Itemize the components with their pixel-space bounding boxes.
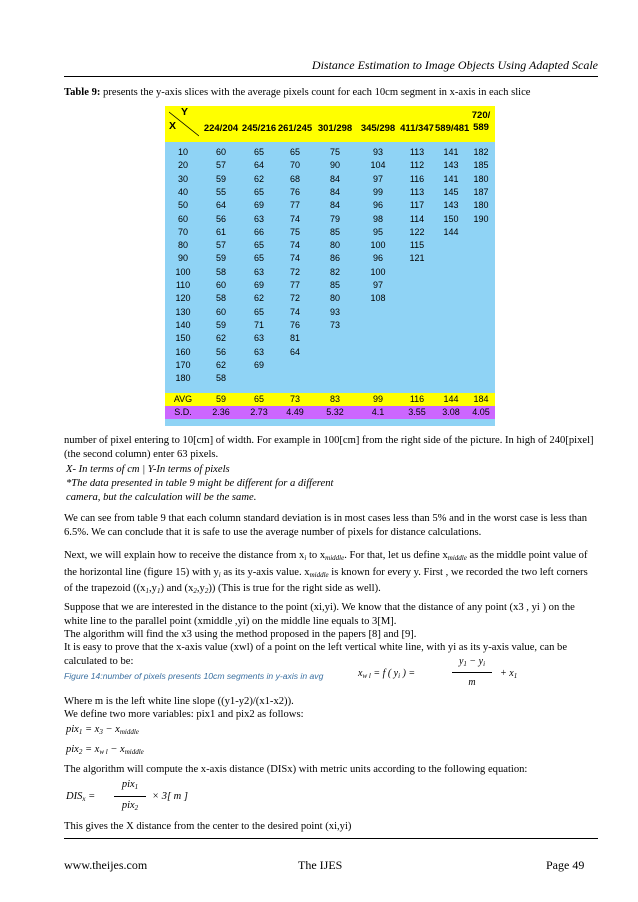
table-cell	[467, 359, 495, 372]
sub-1: 1	[156, 587, 161, 596]
eq-rhs: − x	[107, 744, 125, 755]
table-cell	[467, 372, 495, 385]
column-header: 261/245	[277, 123, 313, 134]
table-cell: 143	[443, 200, 459, 211]
table-cell: 4.05	[472, 407, 490, 418]
running-header: Distance Estimation to Image Objects Using Adapted Scale	[311, 58, 598, 72]
table-cell: 100	[370, 266, 386, 277]
note-camera-2: camera, but the calculation will be the same.	[66, 492, 257, 503]
data-table	[165, 106, 495, 426]
p3-part: as its y-axis value. x	[220, 566, 310, 578]
table-cell: 59	[215, 253, 226, 264]
eq-sub: 3	[99, 728, 103, 736]
table-row	[165, 279, 495, 292]
table-cell: 69	[253, 200, 264, 211]
table-cell	[435, 279, 467, 292]
table-row	[165, 319, 495, 332]
table-cell	[435, 372, 467, 385]
table-cell: 81	[289, 333, 300, 344]
table-cell: 145	[443, 186, 459, 197]
formula-xwl	[358, 668, 415, 680]
paragraph-6: It is easy to prove that the x-axis value (xwl) of a point on the left vertical white line, with yi as its y-axis value, can be calculated to be:	[64, 642, 568, 667]
row-label: 80	[177, 240, 188, 251]
equation-pix2	[66, 744, 144, 756]
table-cell: 99	[372, 186, 383, 197]
dis-denominator	[112, 800, 148, 812]
f-sub: 1	[513, 672, 518, 680]
table-cell: 79	[329, 213, 340, 224]
row-label: 130	[175, 306, 191, 317]
table-row	[165, 186, 495, 199]
table-cell: 65	[253, 240, 264, 251]
table-cell: 96	[372, 200, 383, 211]
column-header: 245/216	[241, 123, 277, 134]
table-cell: 98	[372, 213, 383, 224]
eq-pix: pix	[66, 724, 79, 735]
formula-numerator	[450, 656, 494, 668]
table-cell: 97	[372, 173, 383, 184]
eq-sub: 1	[78, 728, 83, 736]
f-sub: i	[483, 660, 486, 668]
table-cell: 74	[289, 213, 300, 224]
sub-2: 2	[193, 587, 197, 596]
sd-row	[165, 406, 495, 419]
table-cell	[467, 266, 495, 279]
table-cell: 116	[409, 394, 425, 405]
table-cell: 190	[473, 213, 489, 224]
note-units: X- In terms of cm | Y-In terms of pixels	[66, 464, 230, 475]
table-cell	[313, 372, 357, 385]
dis-num: pix	[121, 779, 135, 790]
table-cell	[399, 279, 435, 292]
table-cell: 60	[215, 147, 226, 157]
table-cell: 56	[215, 213, 226, 224]
table-cell	[277, 372, 313, 385]
table-cell: 69	[253, 280, 264, 290]
paragraph-3	[64, 549, 598, 599]
table-cell: 104	[370, 160, 386, 171]
table-cell: 116	[409, 173, 425, 184]
table-cell: 93	[329, 306, 340, 317]
table-cell: 108	[370, 293, 386, 304]
table-cell: 74	[289, 240, 300, 251]
column-header: 301/298	[317, 123, 353, 134]
table-cell	[357, 319, 399, 332]
table-cell: 75	[289, 226, 300, 237]
table-cell	[435, 359, 467, 372]
table-cell: 144	[443, 226, 459, 237]
header-corner-x: X	[169, 120, 177, 132]
footer-website: www.theijes.com	[64, 858, 148, 872]
table-cell: 95	[372, 226, 383, 237]
table-cell: 73	[289, 394, 300, 405]
table-cell: 97	[372, 280, 383, 290]
f-x: x	[358, 668, 363, 679]
table-cell: 113	[409, 186, 425, 197]
table-cell: 58	[215, 293, 226, 304]
table-cell: 69	[253, 359, 264, 370]
table-cell: 63	[253, 266, 264, 277]
table-cell: 185	[473, 160, 489, 171]
paragraph-9: The algorithm will compute the x-axis distance (DISx) with metric units according to the following equation:	[64, 764, 528, 775]
table-cell	[357, 359, 399, 372]
table-cell: 82	[329, 266, 340, 277]
p3-part: ,y	[148, 583, 157, 595]
row-label: 20	[177, 160, 188, 171]
table-cell: 182	[473, 147, 489, 157]
p3-part: to x	[306, 550, 326, 561]
table-cell: 74	[289, 253, 300, 264]
table-cell: 75	[329, 147, 340, 157]
dis-rhs: × 3[ m ]	[152, 791, 188, 802]
table-cell: 65	[253, 394, 264, 405]
footer-journal: The IJES	[298, 858, 343, 872]
table-cell	[357, 306, 399, 319]
table-cell	[467, 319, 495, 332]
table-cell: 143	[443, 160, 459, 171]
paragraph-2: We can see from table 9 that each column standard deviation is in most cases less than 5% and in the worst case is less than 6.5%. We can conclude that it is safe to use the average number of pixels for distance calculations.	[64, 513, 588, 538]
row-label: 40	[177, 186, 188, 197]
table-cell: 80	[329, 240, 340, 251]
table-cell	[467, 279, 495, 292]
table-cell: 65	[253, 253, 264, 264]
column-header: 589/481	[435, 123, 470, 134]
table-cell: 62	[253, 293, 264, 304]
row-label: 50	[177, 200, 188, 211]
sub-i: i	[218, 570, 221, 579]
table-cell: 73	[329, 319, 340, 330]
f-eq: = f ( y	[373, 668, 399, 679]
table-cell	[399, 359, 435, 372]
table-row	[165, 159, 495, 172]
table-cell	[241, 372, 277, 385]
table-cell	[357, 332, 399, 345]
table-cell: 60	[215, 306, 226, 317]
paragraph-7: Where m is the left white line slope ((y1-y2)/(x1-x2)).	[64, 696, 294, 707]
table-row	[165, 292, 495, 305]
avg-row	[165, 393, 495, 406]
table-cell	[399, 372, 435, 385]
p3-part: ,y	[196, 583, 205, 595]
table-cell: 99	[372, 394, 383, 405]
row-label: 170	[175, 359, 191, 370]
table-cell	[467, 239, 495, 252]
table-cell: 141	[443, 147, 459, 157]
p3-part: is known for every y. First , we recorded the two left corners of the trapezoid ((x	[64, 566, 588, 595]
table-cell: 63	[253, 213, 264, 224]
table-cell	[313, 332, 357, 345]
p3-part: . For that, let us define x	[344, 550, 448, 561]
table-cell: 96	[372, 253, 383, 264]
row-label: S.D.	[174, 407, 192, 418]
table-cell	[467, 292, 495, 305]
eq-sub: w l	[99, 748, 108, 756]
table-cell: 113	[409, 147, 425, 157]
table-cell: 4.1	[371, 407, 385, 418]
f-sub: w l	[362, 672, 371, 680]
table-cell: 65	[253, 147, 264, 157]
fraction-bar	[452, 672, 492, 673]
eq-sub: 2	[78, 748, 83, 756]
table-cell	[313, 359, 357, 372]
table-row	[165, 173, 495, 186]
row-label: 120	[175, 293, 191, 304]
table-cell: 59	[215, 173, 226, 184]
dis-sub: 1	[134, 783, 139, 791]
table-cell	[399, 319, 435, 332]
table-cell: 141	[443, 173, 459, 184]
table-cell: 84	[329, 186, 340, 197]
equation-dis-lhs	[66, 791, 95, 803]
table-cell: 62	[253, 173, 264, 184]
table-cell	[435, 346, 467, 359]
table-cell	[435, 266, 467, 279]
row-label: 100	[175, 266, 191, 277]
dis-sub: x	[82, 795, 86, 803]
table-cell: 2.36	[212, 407, 230, 418]
table-cell: 72	[289, 293, 300, 304]
table-cell	[357, 372, 399, 385]
row-label: 160	[175, 346, 191, 357]
paragraph-8: We define two more variables: pix1 and pix2 as follows:	[64, 709, 304, 720]
table-cell: 62	[215, 359, 226, 370]
table-cell: 84	[329, 173, 340, 184]
table-cell: 80	[329, 293, 340, 304]
table-cell	[435, 239, 467, 252]
table-cell	[467, 332, 495, 345]
row-label: 90	[177, 253, 188, 264]
table-cell: 77	[289, 200, 300, 211]
table-cell: 4.49	[286, 407, 304, 418]
table-cell: 180	[473, 173, 489, 184]
table-cell	[357, 346, 399, 359]
table-cell: 77	[289, 280, 300, 290]
table-cell: 83	[329, 394, 340, 405]
table-cell: 57	[215, 240, 226, 251]
table-cell: 65	[289, 147, 300, 157]
table-cell: 76	[289, 186, 300, 197]
note-camera-1: *The data presented in table 9 might be different for a different	[66, 478, 334, 489]
row-label: 110	[175, 280, 191, 290]
table-cell: 115	[409, 240, 425, 251]
table-cell: 187	[473, 186, 489, 197]
column-header: 224/204	[203, 123, 239, 134]
table-cell: 3.08	[442, 407, 460, 418]
table-cell: 55	[215, 186, 226, 197]
table-cell	[399, 346, 435, 359]
p3-part: Next, we will explain how to receive the distance from x	[64, 550, 305, 561]
table-cell: 114	[409, 213, 425, 224]
table-cell: 150	[443, 213, 459, 224]
table-cell: 100	[370, 240, 386, 251]
sub-middle: middle	[447, 554, 467, 562]
equation-pix1	[66, 724, 139, 736]
table-cell: 121	[409, 253, 425, 264]
table-cell: 66	[253, 226, 264, 237]
table-row	[165, 306, 495, 319]
table-cell: 64	[253, 160, 264, 171]
table-cell	[399, 306, 435, 319]
p3-part: ) and (x	[160, 583, 194, 595]
eq-rhs: = x	[84, 724, 100, 735]
row-label: 150	[175, 333, 191, 344]
row-label: 30	[177, 173, 188, 184]
f-eq-end: ) =	[400, 668, 416, 679]
eq-sub: middle	[119, 728, 139, 736]
table-row	[165, 346, 495, 359]
table-cell	[399, 292, 435, 305]
table-cell: 59	[215, 319, 226, 330]
table-cell: 65	[253, 186, 264, 197]
table-cell: 57	[215, 160, 226, 171]
figure-caption: Figure 14:number of pixels presents 10cm segments in y-axis in avg	[64, 671, 324, 681]
table-cell: 76	[289, 319, 300, 330]
f-num: y	[458, 656, 464, 667]
table-row	[165, 266, 495, 279]
table-cell	[467, 306, 495, 319]
dis-den: pix	[121, 800, 135, 811]
dis-sub: 2	[134, 804, 139, 812]
table-cell	[435, 306, 467, 319]
column-header: 345/298	[360, 123, 396, 134]
p3-part: )) (This is true for the right side as well).	[208, 583, 381, 595]
eq-sub: middle	[124, 748, 144, 756]
table-cell: 122	[409, 226, 425, 237]
table-cell: 71	[253, 319, 264, 330]
table-row	[165, 146, 495, 159]
table-cell	[399, 332, 435, 345]
table-cell: 85	[329, 280, 340, 290]
table-cell	[435, 292, 467, 305]
header-corner-y: Y	[181, 106, 189, 118]
row-label: 70	[177, 226, 188, 237]
table-cell: 85	[329, 226, 340, 237]
table-caption-label: Table 9:	[64, 87, 101, 98]
row-label: 180	[175, 373, 191, 384]
table-cell	[467, 226, 495, 239]
table-cell	[467, 346, 495, 359]
table-cell: 93	[372, 147, 383, 157]
table-caption	[64, 86, 598, 100]
eq-rhs: = x	[84, 744, 100, 755]
eq-rhs: − x	[102, 724, 120, 735]
table-cell: 70	[289, 160, 300, 171]
row-label: 60	[177, 213, 188, 224]
dis-fraction-bar	[114, 796, 146, 797]
column-header: 411/347	[400, 123, 434, 134]
table-cell: 2.73	[250, 407, 268, 418]
table-cell: 60	[215, 280, 226, 290]
table-cell: 3.55	[408, 407, 426, 418]
table-cell	[467, 252, 495, 265]
sub-2: 2	[204, 587, 209, 596]
table-row	[165, 213, 495, 226]
f-minus: − y	[466, 656, 484, 667]
formula-denominator: m	[468, 677, 476, 688]
table-cell: 90	[329, 160, 340, 171]
table-cell: 58	[215, 373, 226, 384]
table-cell: 58	[215, 266, 226, 277]
table-cell: 64	[289, 346, 300, 357]
table-cell: 59	[215, 394, 226, 405]
sub-i: i	[304, 554, 307, 562]
table-row	[165, 226, 495, 239]
table-row	[165, 332, 495, 345]
table-row	[165, 252, 495, 265]
column-header: 720/ 589	[471, 110, 491, 133]
table-cell: 184	[473, 394, 489, 405]
table-cell: 65	[253, 306, 264, 317]
row-label: AVG	[173, 394, 193, 405]
table-cell: 64	[215, 200, 226, 211]
table-cell: 63	[253, 333, 264, 344]
dis-eq: =	[88, 791, 96, 802]
dis-numerator	[112, 779, 148, 791]
table-cell: 180	[473, 200, 489, 211]
table-row	[165, 239, 495, 252]
table-cell: 72	[289, 266, 300, 277]
table-cell	[435, 332, 467, 345]
table-cell	[277, 359, 313, 372]
table-cell	[313, 346, 357, 359]
table-cell: 144	[443, 394, 459, 405]
table-row	[165, 372, 495, 385]
p3-part: as the middle point value of the horizontal line (figure 15) with y	[64, 550, 588, 578]
table-cell: 112	[409, 160, 425, 171]
sub-middle: middle	[309, 570, 329, 579]
table-cell: 62	[215, 333, 226, 344]
paragraph-4: Suppose that we are interested in the distance to the point (xi,yi). We know that the distance of any point (x3 , yi ) on the white line to the parallel point (xmiddle ,yi) on the middle line equals to 3[M].	[64, 602, 575, 627]
table-row	[165, 359, 495, 372]
row-label: 10	[177, 147, 188, 157]
table-cell: 117	[409, 200, 425, 211]
table-row	[165, 199, 495, 212]
paragraph-1: number of pixel entering to 10[cm] of width. For example in 100[cm] from the right side of the picture. In high of 240[pixel] (the second column) enter 63 pixels.	[64, 435, 594, 460]
table-cell	[435, 252, 467, 265]
table-cell: 74	[289, 306, 300, 317]
dis-lhs: DIS	[66, 791, 83, 802]
f-sub: 1	[463, 660, 467, 668]
table-cell: 86	[329, 253, 340, 264]
table-cell: 68	[289, 173, 300, 184]
table-cell	[435, 319, 467, 332]
f-plus: + x	[500, 668, 514, 679]
table-cell: 84	[329, 200, 340, 211]
paragraph-10: This gives the X distance from the center to the desired point (xi,yi)	[64, 821, 352, 832]
table-caption-text: presents the y-axis slices with the average pixels count for each 10cm segment in x-axis in each slice	[100, 87, 531, 98]
table-cell	[399, 266, 435, 279]
header-rule	[64, 76, 598, 77]
table-cell: 56	[215, 346, 226, 357]
footer-page: Page 49	[546, 858, 585, 872]
row-label: 140	[175, 319, 191, 330]
table-cell: 63	[253, 346, 264, 357]
formula-plus	[500, 668, 517, 680]
table-cell: 61	[215, 226, 226, 237]
eq-pix: pix	[66, 744, 79, 755]
f-sub: i	[398, 672, 401, 680]
paragraph-5: The algorithm will find the x3 using the method proposed in the papers [8] and [9].	[64, 629, 417, 640]
sub-middle: middle	[325, 554, 345, 562]
table-cell: 5.32	[326, 407, 344, 418]
footer-rule	[64, 838, 598, 839]
sub-1: 1	[145, 587, 149, 596]
